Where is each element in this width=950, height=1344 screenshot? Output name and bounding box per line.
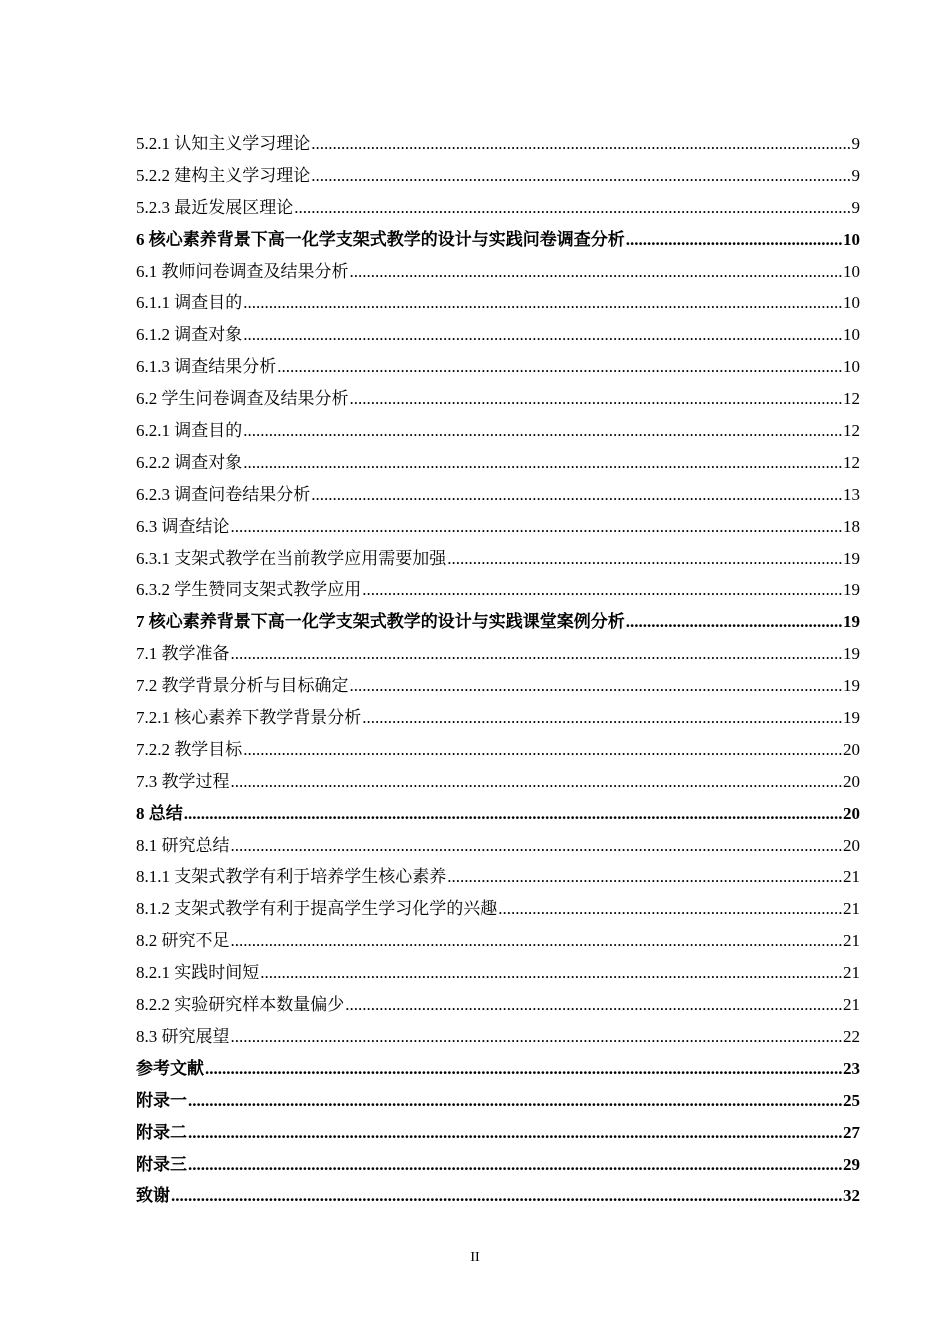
toc-chapter-entry[interactable] [136, 1085, 860, 1117]
toc-entry[interactable] [136, 989, 860, 1021]
toc-dot-leader [350, 670, 843, 702]
toc-entry-page: 9 [851, 134, 860, 153]
toc-dot-leader [350, 256, 843, 288]
toc-entry[interactable] [136, 893, 860, 925]
toc-entry-page: 21 [843, 995, 860, 1015]
toc-dot-leader [231, 766, 843, 798]
toc-entry-page: 29 [843, 1154, 860, 1174]
toc-entry-page: 19 [843, 644, 860, 664]
toc-entry-title: 6.1.3 调查结果分析 [136, 357, 277, 377]
toc-entry-page: 23 [843, 1058, 860, 1078]
toc-entry-title: 8.1 研究总结 [136, 835, 230, 855]
toc-dot-leader [188, 1149, 842, 1181]
toc-entry-title: 6.2.1 调查目的 [136, 421, 243, 441]
toc-entry-title: 参考文献 [136, 1058, 204, 1078]
toc-dot-leader [243, 319, 842, 351]
toc-entry-title: 附录三 [136, 1154, 187, 1174]
toc-entry[interactable] [136, 192, 860, 224]
toc-entry-title: 6 核心素养背景下高一化学支架式教学的设计与实践问卷调查分析 [136, 229, 625, 249]
toc-dot-leader [231, 925, 843, 957]
toc-dot-leader [362, 574, 842, 606]
toc-entry[interactable] [136, 925, 860, 957]
toc-entry-title: 7.3 教学过程 [136, 771, 230, 791]
toc-entry[interactable] [136, 638, 860, 670]
toc-dot-leader [188, 1085, 842, 1117]
toc-dot-leader [184, 798, 842, 830]
toc-entry-title: 8.1.2 支架式教学有利于提高学生学习化学的兴趣 [136, 899, 498, 919]
toc-entry[interactable] [136, 415, 860, 447]
toc-dot-leader [205, 1053, 842, 1085]
toc-entry-page: 10 [843, 325, 860, 345]
toc-entry-page: 32 [843, 1186, 860, 1206]
toc-entry-page: 19 [843, 612, 860, 632]
toc-entry-title: 7.2.1 核心素养下教学背景分析 [136, 708, 362, 728]
toc-entry[interactable] [136, 543, 860, 575]
toc-chapter-entry[interactable] [136, 1053, 860, 1085]
toc-entry[interactable] [136, 383, 860, 415]
toc-entry-title: 8.1.1 支架式教学有利于培养学生核心素养 [136, 867, 447, 887]
toc-dot-leader [345, 989, 842, 1021]
toc-dot-leader [311, 479, 842, 511]
toc-entry-title: 致谢 [136, 1186, 170, 1206]
toc-chapter-entry[interactable] [136, 1180, 860, 1212]
toc-entry-page: 12 [843, 421, 860, 441]
toc-entry[interactable] [136, 256, 860, 288]
toc-entry-title: 5.2.1 认知主义学习理论 [136, 134, 311, 153]
toc-entry-title: 6.1.2 调查对象 [136, 325, 243, 345]
toc-dot-leader [294, 192, 850, 224]
toc-entry[interactable] [136, 479, 860, 511]
toc-entry[interactable] [136, 702, 860, 734]
toc-dot-leader [447, 543, 842, 575]
toc-entry-title: 6.2.2 调查对象 [136, 452, 243, 472]
toc-entry[interactable] [136, 287, 860, 319]
toc-dot-leader [171, 1180, 842, 1212]
toc-dot-leader [626, 224, 842, 256]
toc-entry-title: 8.2.1 实践时间短 [136, 963, 260, 983]
toc-entry-page: 18 [843, 516, 860, 536]
toc-entry-page: 25 [843, 1090, 860, 1110]
toc-entry-title: 6.3 调查结论 [136, 516, 230, 536]
toc-dot-leader [188, 1117, 842, 1149]
toc-entry-title: 8.3 研究展望 [136, 1026, 230, 1046]
toc-entry-page: 10 [843, 261, 860, 281]
toc-entry-title: 6.2.3 调查问卷结果分析 [136, 484, 311, 504]
toc-entry[interactable] [136, 861, 860, 893]
toc-entry[interactable] [136, 447, 860, 479]
toc-dot-leader [243, 287, 842, 319]
table-of-contents [136, 128, 860, 1212]
toc-entry[interactable] [136, 160, 860, 192]
toc-dot-leader [311, 160, 850, 192]
toc-entry[interactable] [136, 766, 860, 798]
toc-dot-leader [243, 447, 842, 479]
toc-dot-leader [498, 893, 842, 925]
toc-entry-title: 7 核心素养背景下高一化学支架式教学的设计与实践课堂案例分析 [136, 612, 625, 632]
toc-entry[interactable] [136, 574, 860, 606]
toc-entry-title: 7.2 教学背景分析与目标确定 [136, 676, 349, 696]
toc-entry-page: 22 [843, 1026, 860, 1046]
toc-entry-title: 8 总结 [136, 803, 183, 823]
toc-entry-page: 9 [851, 197, 860, 217]
toc-entry-title: 5.2.3 最近发展区理论 [136, 197, 294, 217]
toc-dot-leader [447, 861, 842, 893]
toc-entry-title: 6.3.1 支架式教学在当前教学应用需要加强 [136, 548, 447, 568]
toc-chapter-entry[interactable] [136, 1117, 860, 1149]
toc-entry-page: 21 [843, 963, 860, 983]
page-number: II [470, 1250, 480, 1265]
toc-entry-title: 7.2.2 教学目标 [136, 739, 243, 759]
toc-dot-leader [311, 128, 850, 160]
toc-entry[interactable] [136, 319, 860, 351]
toc-chapter-entry[interactable] [136, 798, 860, 830]
toc-entry-page: 20 [843, 803, 860, 823]
toc-chapter-entry[interactable] [136, 606, 860, 638]
toc-entry[interactable] [136, 351, 860, 383]
toc-chapter-entry[interactable] [136, 224, 860, 256]
toc-entry-page: 9 [851, 165, 860, 185]
toc-entry[interactable] [136, 670, 860, 702]
toc-entry-title: 8.2.2 实验研究样本数量偏少 [136, 995, 345, 1015]
toc-entry-page: 21 [843, 931, 860, 951]
toc-dot-leader [260, 957, 842, 989]
toc-entry-page: 20 [843, 835, 860, 855]
toc-entry-title: 6.1 教师问卷调查及结果分析 [136, 261, 349, 281]
toc-entry-page: 21 [843, 867, 860, 887]
toc-dot-leader [231, 1021, 843, 1053]
toc-entry-title: 6.1.1 调查目的 [136, 293, 243, 313]
toc-dot-leader [243, 415, 842, 447]
toc-entry[interactable] [136, 830, 860, 862]
toc-dot-leader [362, 702, 842, 734]
toc-entry[interactable] [136, 734, 860, 766]
toc-entry-page: 20 [843, 739, 860, 759]
toc-entry-page: 12 [843, 452, 860, 472]
toc-entry-page: 10 [843, 229, 860, 249]
toc-dot-leader [231, 511, 843, 543]
toc-entry-page: 10 [843, 357, 860, 377]
toc-dot-leader [243, 734, 842, 766]
toc-entry-page: 19 [843, 708, 860, 728]
toc-entry-title: 6.2 学生问卷调查及结果分析 [136, 389, 349, 409]
toc-entry[interactable] [136, 1021, 860, 1053]
toc-entry-page: 19 [843, 676, 860, 696]
toc-entry-page: 20 [843, 771, 860, 791]
toc-dot-leader [626, 606, 842, 638]
toc-entry-title: 附录一 [136, 1090, 187, 1110]
toc-entry-title: 5.2.2 建构主义学习理论 [136, 165, 311, 185]
toc-chapter-entry[interactable] [136, 1149, 860, 1181]
toc-entry[interactable] [136, 957, 860, 989]
toc-dot-leader [231, 830, 843, 862]
toc-entry-title: 8.2 研究不足 [136, 931, 230, 951]
toc-dot-leader [277, 351, 842, 383]
toc-entry-page: 13 [843, 484, 860, 504]
toc-dot-leader [350, 383, 843, 415]
toc-entry-page: 27 [843, 1122, 860, 1142]
toc-entry-title: 6.3.2 学生赞同支架式教学应用 [136, 580, 362, 600]
toc-entry[interactable] [136, 511, 860, 543]
toc-entry-page: 19 [843, 548, 860, 568]
toc-entry-title: 附录二 [136, 1122, 187, 1142]
toc-entry-title: 7.1 教学准备 [136, 644, 230, 664]
toc-entry-page: 19 [843, 580, 860, 600]
toc-entry[interactable] [136, 128, 860, 160]
toc-dot-leader [231, 638, 843, 670]
toc-entry-page: 21 [843, 899, 860, 919]
toc-entry-page: 10 [843, 293, 860, 313]
toc-entry-page: 12 [843, 389, 860, 409]
